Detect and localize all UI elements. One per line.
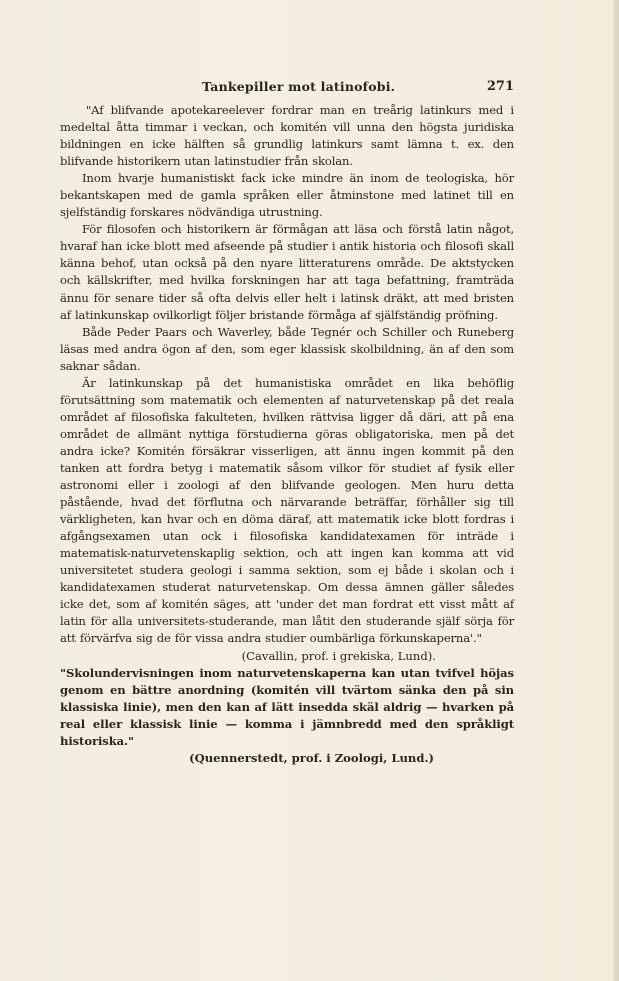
running-title: Tankepiller mot latinofobi. bbox=[202, 79, 396, 94]
paragraph: "Af blifvande apotekareelever fordrar man en treårig latinkurs med i medeltal åtta timmar i veckan, och komitén vill unna den högsta juridiska bildningen en icke hälften så grundlig latinkurs samt lämna t. ex. den blifvande historikern utan latinstudier från skolan. bbox=[60, 103, 514, 169]
attribution-cavallin: (Cavallin, prof. i grekiska, Lund). bbox=[241, 648, 436, 663]
page-edge bbox=[613, 0, 619, 981]
page-body bbox=[60, 102, 514, 767]
paragraph: Är latinkunskap på det humanistiska området en lika behöflig förutsättning som matematik och elementen af naturvetenskap på det reala området af filosofiska fakulteten, hvilken rättvisa ligger då däri, att på ena området de allmänt nyttiga förstudierna göras obligatoriska, men på det andra icke? Komitén försäkrar visserligen, att ännu ingen kommit på den tanken att fordra betyg i matematik såsom vilkor för studiet af fysik eller astronomi eller i zoologi af den blifvande geologen. Men huru detta påstående, hvad det förflutna och närvarande beträffar, förhåller sig till värkligheten, kan hvar och en döma däraf, att matematik icke blott fordras i afgångsexamen utan ock i filosofiska kandidatexamen för inträde i matematisk-naturvetenskaplig sektion, och att ingen kan komma att vid universitetet studera geologi i samma sektion, som ej både i skolan och i kandidatexamen studerat naturvetenskap. Om dessa ämnen gäller således icke det, som af komitén säges, att 'under det man fordrat ett visst mått af latin för alla universitets-studerande, man låtit den studerande själf sörja för att förvärfva sig de för vissa andra studier oumbärliga förkunskaperna'." bbox=[60, 375, 514, 646]
paragraph: För filosofen och historikern är förmågan att läsa och förstå latin något, hvaraf han icke blott med afseende på studier i antik historia och filosofi skall känna behof, utan också på den nyare litteraturens område. De aktstycken och källskrifter, med hvilka forskningen har att taga befattning, framträda ännu för senare tider så ofta delvis eller helt i latinsk dräkt, att med bristen af latinkunskap ovilkorligt följer bristande förmåga af själfständig pröfning. bbox=[60, 222, 514, 322]
paragraph: Både Peder Paars och Waverley, både Tegnér och Schiller och Runeberg läsas med andra ögon af den, som eger klassisk skolbildning, än af den som saknar sådan. bbox=[60, 324, 514, 373]
paragraph: Inom hvarje humanistiskt fack icke mindre än inom de teologiska, hör bekantskapen med de gamla språken eller åtminstone med latinet till en sjelfständig forskares nödvändiga utrustning. bbox=[60, 171, 514, 220]
running-header bbox=[60, 79, 514, 99]
paragraph-quote: "Skolundervisningen inom naturvetenskaperna kan utan tvifvel höjas genom en bättre anordning (komitén vill tvärtom sänka den på sin klassiska linie), men den kan af lätt insedda skäl aldrig — hvarken på real eller klassisk linie — komma i jämnbredd med den språkligt historiska." bbox=[60, 665, 514, 748]
page-number: 271 bbox=[486, 79, 514, 94]
attribution-quennerstedt: (Quennerstedt, prof. i Zoologi, Lund.) bbox=[189, 750, 434, 765]
